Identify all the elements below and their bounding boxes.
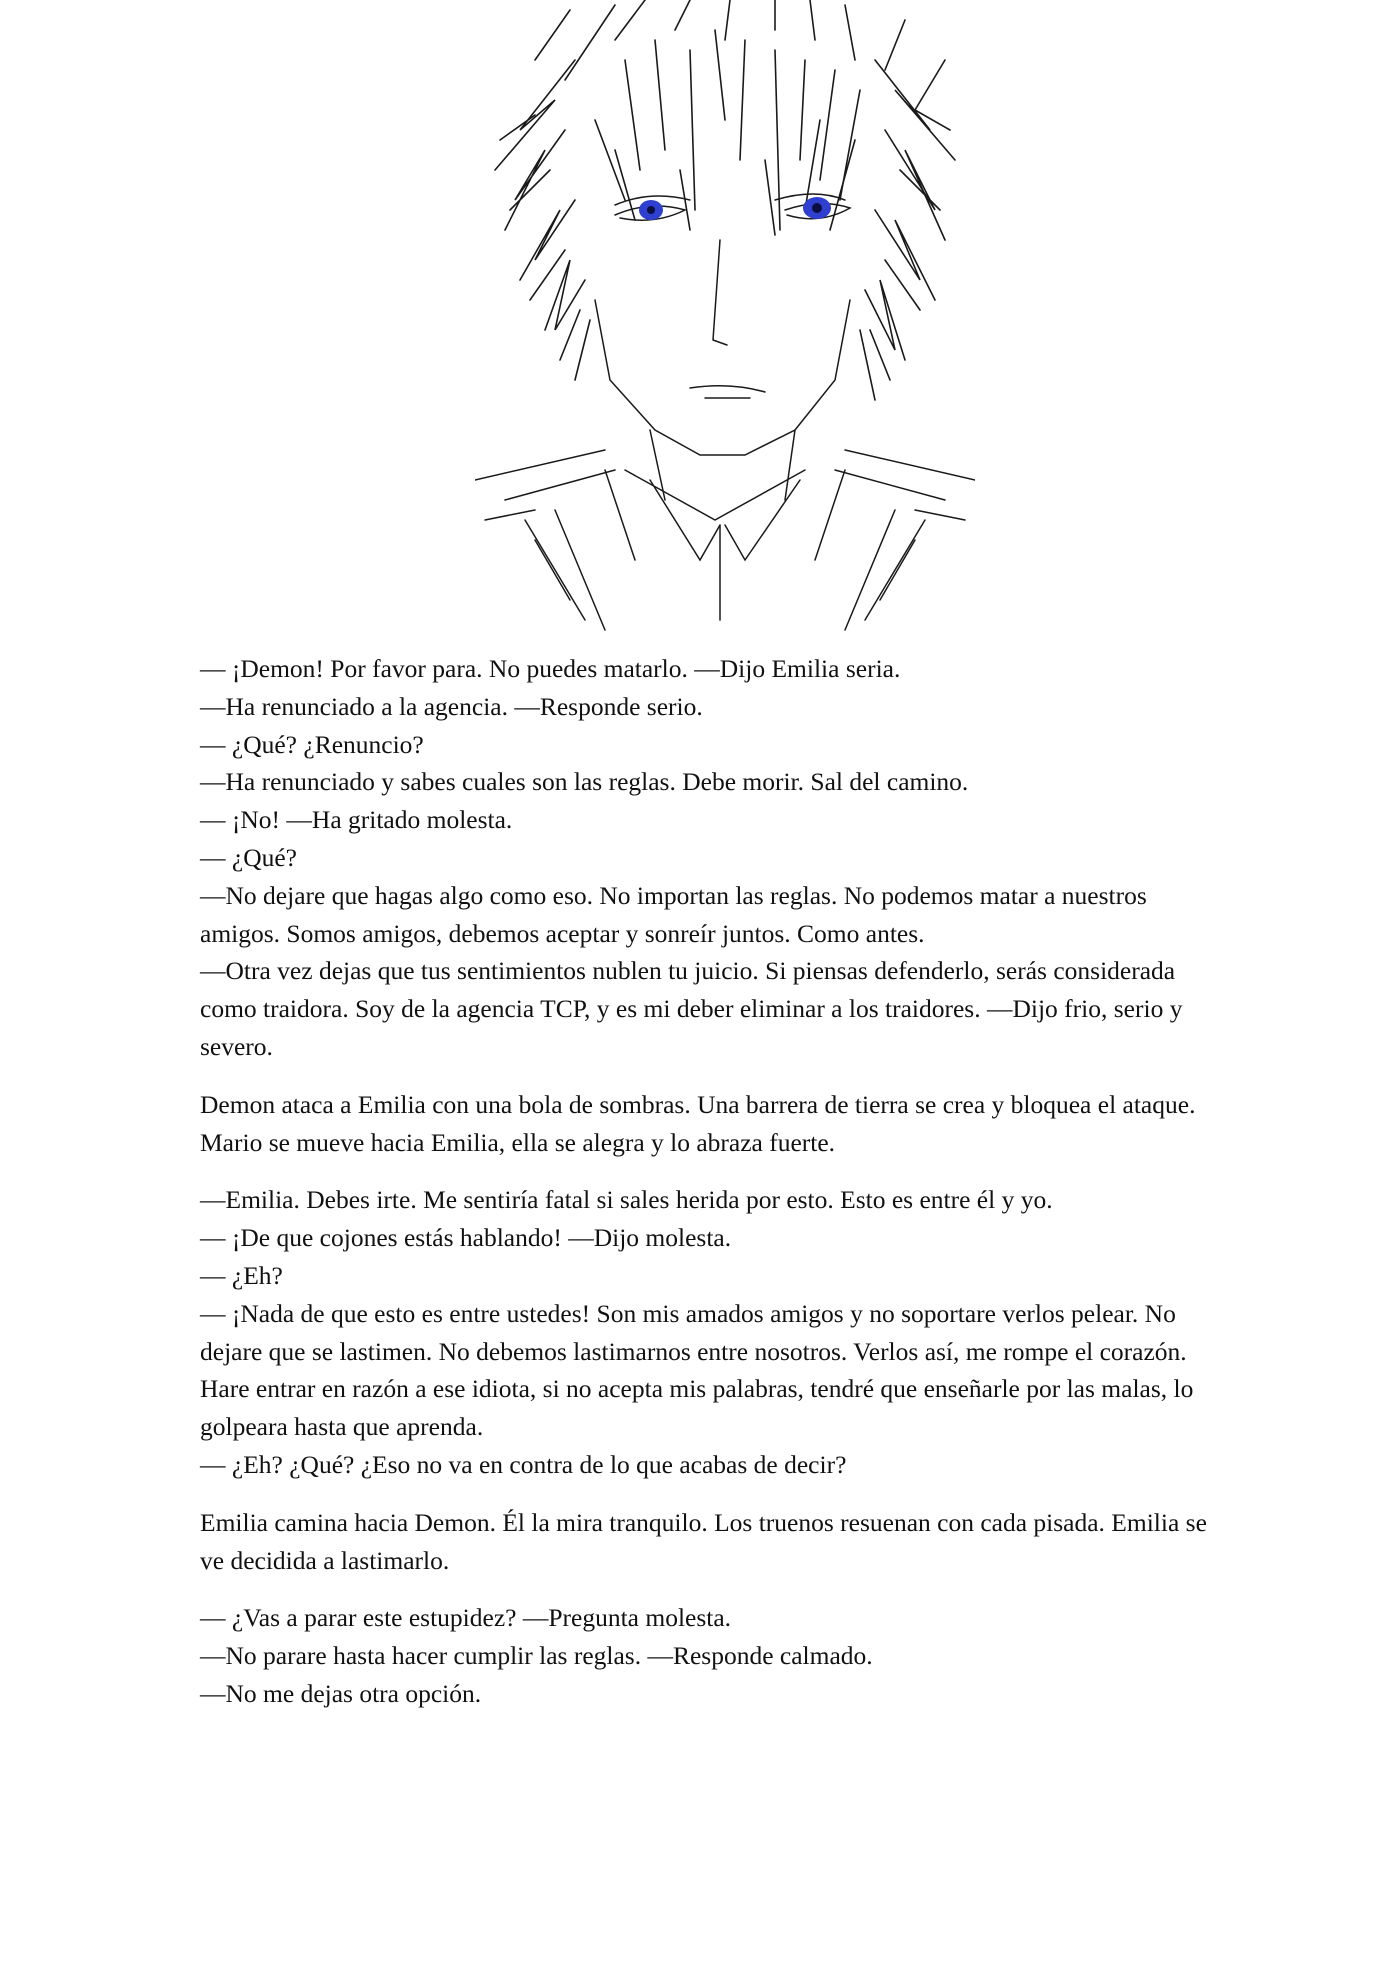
story-paragraph: —Emilia. Debes irte. Me sentiría fatal si sales herida por esto. Esto es entre él y yo. [200, 1185, 1053, 1215]
story-paragraph: — ¿Eh? ¿Qué? ¿Eso no va en contra de lo que acabas de decir? [200, 1449, 847, 1479]
story-paragraph: Demon ataca a Emilia con una bola de sombras. Una barrera de tierra se crea y bloquea el ataque. Mario se mueve hacia Emilia, ella se alegra y lo abraza fuerte. [200, 1089, 1196, 1157]
story-paragraph: — ¿Eh? [200, 1260, 283, 1290]
story-paragraph: — ¡Nada de que esto es entre ustedes! Son mis amados amigos y no soportare verlos pelear. No dejare que se lastimen. No debemos lastimarnos entre nosotros. Verlos así, me rompe el corazón. Hare entrar en razón a ese idiota, si no acepta mis palabras, tendré que enseñarle por las malas, lo golpeara hasta que aprenda. [200, 1298, 1194, 1442]
story-paragraph: —No dejare que hagas algo como eso. No importan las reglas. No podemos matar a nuestros amigos. Somos amigos, debemos aceptar y sonreír juntos. Como antes. [200, 880, 1147, 948]
story-paragraph: — ¡No! —Ha gritado molesta. [200, 805, 513, 835]
story-paragraph: — ¡Demon! Por favor para. No puedes matarlo. —Dijo Emilia seria. [200, 654, 901, 683]
story-paragraph: —Ha renunciado y sabes cuales son las reglas. Debe morir. Sal del camino. [200, 767, 969, 797]
story-paragraph: —No parare hasta hacer cumplir las reglas. —Responde calmado. [200, 1641, 873, 1671]
story-paragraph: Emilia camina hacia Demon. Él la mira tranquilo. Los truenos resuenan con cada pisada. Emilia se ve decidida a lastimarlo. [200, 1507, 1207, 1575]
story-paragraph: — ¿Qué? ¿Renuncio? [200, 729, 424, 759]
character-sketch-illustration [475, 0, 975, 640]
story-paragraph: — ¡De que cojones estás hablando! —Dijo molesta. [200, 1223, 732, 1253]
story-paragraph: —Otra vez dejas que tus sentimientos nublen tu juicio. Si piensas defenderlo, serás considerada como traidora. Soy de la agencia TCP, y es mi deber eliminar a los traidores. —Dijo frio, serio y severo. [200, 956, 1183, 1061]
story-paragraph: — ¿Qué? [200, 842, 297, 872]
sketch-portrait-icon [475, 0, 975, 640]
story-paragraph: —No me dejas otra opción. [200, 1678, 482, 1708]
story-paragraph: — ¿Vas a parar este estupidez? —Pregunta molesta. [200, 1603, 732, 1633]
story-text [200, 650, 1220, 1713]
story-paragraph: —Ha renunciado a la agencia. —Responde serio. [200, 691, 703, 721]
